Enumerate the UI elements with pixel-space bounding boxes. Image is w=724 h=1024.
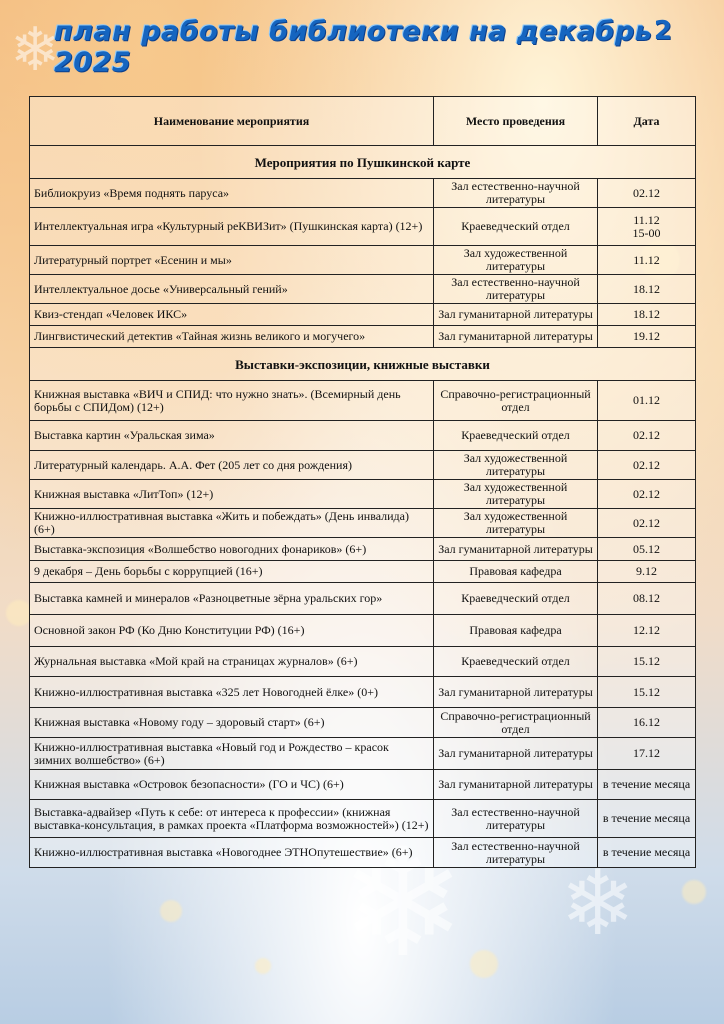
event-time: 15-00 [632,225,661,240]
event-date: 11.12 [633,252,660,267]
page-number: 2 [653,16,672,46]
event-name-cell: Книжная выставка «Новому году – здоровый старт» (6+) [30,708,434,738]
table-row [30,708,696,738]
event-place-cell: Зал художественной литературы [434,451,598,480]
event-name-cell: Квиз-стендап «Человек ИКС» [30,304,434,326]
event-place-cell: Правовая кафедра [434,615,598,647]
table-row [30,677,696,708]
table-row [30,326,696,348]
event-date-cell [598,480,696,509]
event-date-cell [598,647,696,677]
event-place-cell: Зал естественно-научной литературы [434,800,598,838]
table-row [30,538,696,561]
event-date: 15.12 [633,654,660,668]
event-name-cell: Книжная выставка «ВИЧ и СПИД: что нужно знать». (Всемирный день борьбы с СПИДом) (12+) [30,381,434,421]
event-date: 08.12 [633,591,660,605]
table-row [30,800,696,838]
event-date: 11.12 [633,212,660,227]
page-title: план работы библиотеки на декабрь 2025 [54,16,653,78]
event-date: 18.12 [633,281,660,296]
event-date-cell [598,677,696,708]
event-date-cell [598,583,696,615]
event-place-cell: Зал гуманитарной литературы [434,326,598,348]
bokeh-light [682,880,706,904]
event-date: в течение месяца [602,845,691,859]
event-date: 01.12 [633,393,660,407]
event-date-cell [598,304,696,326]
event-name-cell: Библиокруиз «Время поднять паруса» [30,179,434,208]
event-place-cell: Правовая кафедра [434,561,598,583]
events-table [29,96,696,868]
event-name-cell: Выставка камней и минералов «Разноцветные зёрна уральских гор» [30,583,434,615]
table-row [30,208,696,246]
snowflake-icon: ❄ [560,855,636,954]
event-date: 16.12 [633,715,660,729]
event-date-cell [598,561,696,583]
event-date-cell [598,326,696,348]
bokeh-light [160,900,182,922]
event-date: 02.12 [633,457,660,472]
event-place-cell: Зал художественной литературы [434,480,598,509]
event-date-cell [598,838,696,868]
event-date-cell [598,208,696,246]
event-date-cell [598,421,696,451]
table-row [30,615,696,647]
table-row [30,451,696,480]
event-name-cell: Выставка-адвайзер «Путь к себе: от интереса к профессии» (книжная выставка-консультация, в рамках проекта «Платформа возможностей») (12+) [30,800,434,838]
event-date: 15.12 [633,684,660,699]
event-date-cell [598,738,696,770]
event-place-cell: Зал гуманитарной литературы [434,538,598,561]
table-row [30,304,696,326]
event-name-cell: Книжная выставка «Островок безопасности» (ГО и ЧС) (6+) [30,770,434,800]
event-date: 02.12 [633,428,660,442]
event-name-cell: Книжная выставка «ЛитТоп» (12+) [30,480,434,509]
event-date-cell [598,451,696,480]
event-date-cell [598,381,696,421]
section-title: Мероприятия по Пушкинской карте [30,146,696,179]
table-row [30,421,696,451]
event-name-cell: Книжно-иллюстративная выставка «Новый год и Рождество – красок зимних волшебство» (6+) [30,738,434,770]
event-place-cell: Зал гуманитарной литературы [434,738,598,770]
event-place-cell: Зал гуманитарной литературы [434,304,598,326]
event-date-cell [598,509,696,538]
event-date: 17.12 [633,746,660,760]
section-header-row [30,146,696,179]
table-row [30,738,696,770]
event-place-cell: Зал естественно-научной литературы [434,275,598,304]
event-date: 02.12 [633,185,660,200]
event-name-cell: Интеллектуальное досье «Универсальный гений» [30,275,434,304]
snowflake-icon: ❄ [340,822,466,988]
event-place-cell: Зал естественно-научной литературы [434,838,598,868]
event-date: 18.12 [633,307,660,321]
event-date: 9.12 [636,564,657,578]
table-row [30,647,696,677]
table-row [30,480,696,509]
event-place-cell: Зал художественной литературы [434,509,598,538]
event-date: 12.12 [633,623,660,637]
event-date-cell [598,770,696,800]
table-row [30,381,696,421]
event-place-cell: Зал художественной литературы [434,246,598,275]
event-date-cell [598,179,696,208]
event-place-cell: Краеведческий отдел [434,583,598,615]
event-place-cell: Справочно-регистрационный отдел [434,381,598,421]
event-date: 02.12 [633,515,660,530]
event-date: 19.12 [633,329,660,343]
event-place-cell: Зал гуманитарной литературы [434,770,598,800]
table-row [30,509,696,538]
event-name-cell: Лингвистический детектив «Тайная жизнь великого и могучего» [30,326,434,348]
column-header-date: Дата [598,97,696,146]
event-date-cell [598,538,696,561]
table-row [30,770,696,800]
table-row [30,246,696,275]
bokeh-light [470,950,498,978]
event-date: в течение месяца [602,811,691,825]
table-body [30,146,696,868]
event-name-cell: Интеллектуальная игра «Культурный реКВИЗит» (Пушкинская карта) (12+) [30,208,434,246]
table-row [30,838,696,868]
event-name-cell: Выставка картин «Уральская зима» [30,421,434,451]
table-row [30,275,696,304]
table-row [30,583,696,615]
bokeh-light [255,958,271,974]
event-name-cell: Литературный портрет «Есенин и мы» [30,246,434,275]
event-place-cell: Краеведческий отдел [434,647,598,677]
snowflake-icon: ❄ [10,17,61,83]
event-date-cell [598,800,696,838]
event-name-cell: Книжно-иллюстративная выставка «Новогоднее ЭТНОпутешествие» (6+) [30,838,434,868]
column-header-place: Место проведения [434,97,598,146]
page-header [0,14,724,78]
event-date-cell [598,615,696,647]
event-place-cell: Краеведческий отдел [434,421,598,451]
section-header-row [30,348,696,381]
event-date: в течение месяца [602,777,691,791]
event-name-cell: Книжно-иллюстративная выставка «Жить и побеждать» (День инвалида) (6+) [30,509,434,538]
event-name-cell: Книжно-иллюстративная выставка «325 лет Новогодней ёлке» (0+) [30,677,434,708]
event-name-cell: Литературный календарь. А.А. Фет (205 лет со дня рождения) [30,451,434,480]
event-date-cell [598,708,696,738]
table-header-row [30,97,696,146]
event-date: 02.12 [633,486,660,501]
event-place-cell: Краеведческий отдел [434,208,598,246]
table-row [30,179,696,208]
event-name-cell: Журнальная выставка «Мой край на страницах журналов» (6+) [30,647,434,677]
event-date-cell [598,246,696,275]
event-name-cell: 9 декабря – День борьбы с коррупцией (16+) [30,561,434,583]
event-date-cell [598,275,696,304]
event-place-cell: Зал гуманитарной литературы [434,677,598,708]
table-row [30,561,696,583]
event-name-cell: Основной закон РФ (Ко Дню Конституции РФ) (16+) [30,615,434,647]
event-place-cell: Справочно-регистрационный отдел [434,708,598,738]
event-date: 05.12 [633,541,660,556]
event-name-cell: Выставка-экспозиция «Волшебство новогодних фонариков» (6+) [30,538,434,561]
column-header-name: Наименование мероприятия [30,97,434,146]
event-place-cell: Зал естественно-научной литературы [434,179,598,208]
section-title: Выставки-экспозиции, книжные выставки [30,348,696,381]
